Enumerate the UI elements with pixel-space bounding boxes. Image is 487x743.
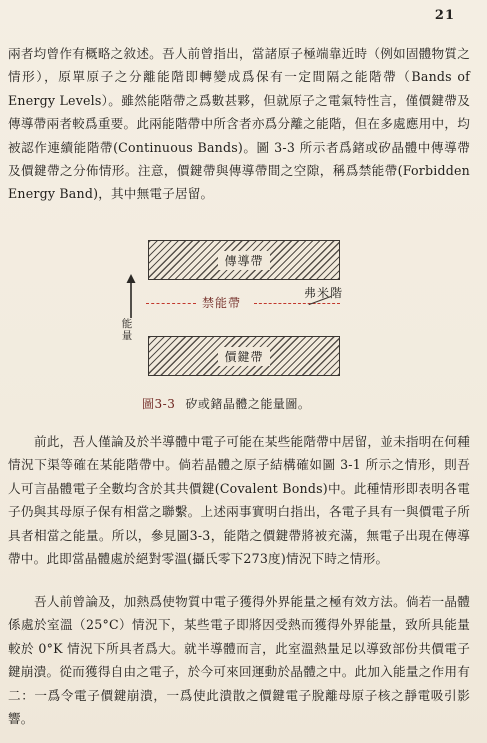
energy-arrow-icon	[125, 274, 137, 318]
paragraph-absolute-zero	[8, 430, 470, 570]
conduction-band-label: 傳導帶	[218, 251, 269, 270]
fermi-level-dash-right	[254, 303, 340, 304]
conduction-band-box	[148, 240, 340, 280]
fermi-level-dash-left	[146, 303, 196, 304]
paragraph-room-temperature	[8, 590, 470, 730]
paragraph-absolute-zero-text: 前此，吾人僅論及於半導體中電子可能在某些能階帶中居留，並未指明在何種情況下渠等確在某能階帶中。倘若晶體之原子結構確如圖 3-1 所示之情形，則吾人可言晶體電子全數均含於其共價鍵(Covalent Bonds)中。此種情形即表明各電子仍與其母原子保有相當之聯繫。上述兩事實明白指出，各電子具有一與價電子所具者相當之能量。所以，參見圖3-3，能階之價鍵帶將被充滿，無電子出現在傳導帶中。此即當晶體處於絕對零溫(攝氏零下273度)情況下時之情形。	[8, 434, 470, 567]
fermi-level-label: 弗米階	[304, 286, 344, 300]
paragraph-energy-bands: 兩者均曾作有概略之敘述。吾人前曾指出，當諸原子極端靠近時（例如固體物質之情形），原單原子之分離能階即轉變成爲保有一定間隔之能階帶（Bands of Energy Levels）。雖然能階帶之爲數甚夥，但就原子之電氣特性言，僅價鍵帶及傳導帶兩者較爲重要。此兩能階帶中所含者亦爲分離之能階，但在多處應用中，均被認作連續能階帶(Continuous Bands)。圖 3-3 所示者爲鍺或矽晶體中傳導帶及價鍵帶之分佈情形。注意，價鍵帶與傳導帶間之空隙，稱爲禁能帶(Forbidden Energy Band)，其中無電子居留。	[8, 46, 470, 202]
paragraph-room-temperature-text: 吾人前曾論及，加熱爲使物質中電子獲得外界能量之極有效方法。倘若一晶體係處於室溫（25°C）情況下，某些電子即將因受熱而獲得外界能量，致所具能量較於 0°K 情況下所具者爲大。就半導體而言，此室溫熱量足以導致部份共價電子鍵崩潰。從而獲得自由之電子，於今可來回運動於晶體之中。此加入能量之作用有二：一爲令電子價鍵崩潰，一爲使此潰散之價鍵電子脫離母原子核之靜電吸引影響。	[8, 594, 470, 727]
figure-caption-text: 矽或鍺晶體之能量圖。	[185, 397, 311, 411]
forbidden-band-label: 禁能帶	[202, 296, 242, 310]
energy-axis-label: 能量	[121, 318, 133, 342]
page-number: 21	[434, 8, 455, 23]
figure-caption-number: 圖3-3	[142, 397, 176, 411]
valence-band-box	[148, 336, 340, 376]
figure-caption	[142, 395, 310, 412]
valence-band-label: 價鍵帶	[218, 347, 269, 366]
